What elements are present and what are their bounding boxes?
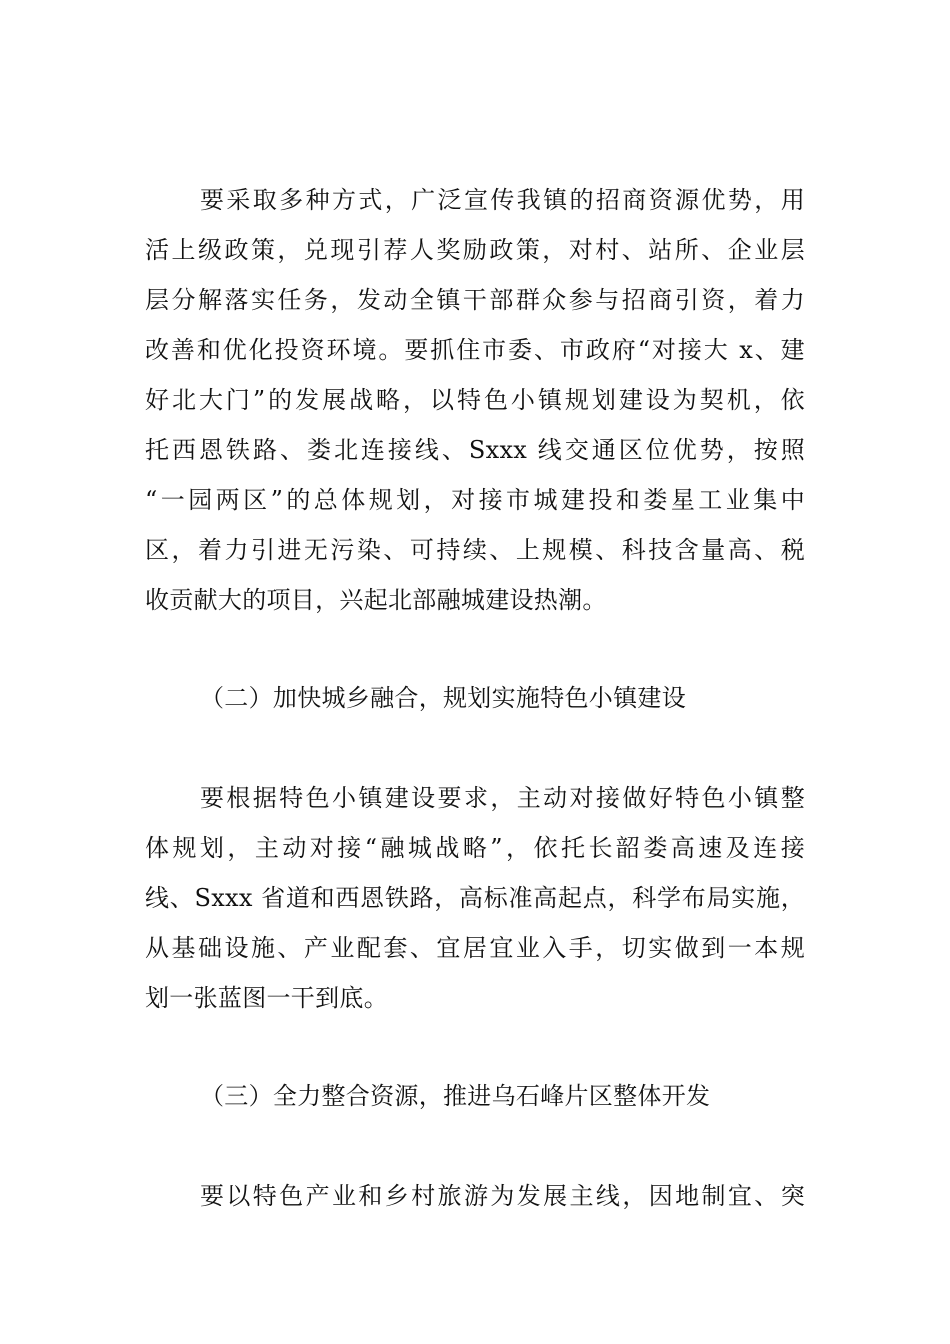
paragraph-line: 从基础设施、产业配套、宜居宜业入手，切实做到一本规 <box>145 934 805 962</box>
section-heading: （二）加快城乡融合，规划实施特色小镇建设 <box>200 684 686 712</box>
paragraph-line: 要以特色产业和乡村旅游为发展主线，因地制宜、突 <box>200 1182 805 1210</box>
paragraph-line: 要采取多种方式，广泛宣传我镇的招商资源优势，用 <box>200 186 805 214</box>
paragraph-line: 改善和优化投资环境。要抓住市委、市政府“对接大 x、建 <box>145 336 805 364</box>
paragraph-line: 体规划，主动对接“融城战略”，依托长韶娄高速及连接 <box>145 834 805 862</box>
paragraph-line: 层分解落实任务，发动全镇干部群众参与招商引资，着力 <box>145 286 805 314</box>
section-heading: （三）全力整合资源，推进乌石峰片区整体开发 <box>200 1082 711 1110</box>
paragraph-line: 好北大门”的发展战略，以特色小镇规划建设为契机，依 <box>145 386 805 414</box>
paragraph-line: 收贡献大的项目，兴起北部融城建设热潮。 <box>145 586 607 614</box>
paragraph-line: 线、Sxxx 省道和西恩铁路，高标准高起点，科学布局实施， <box>145 884 805 912</box>
paragraph-line: 托西恩铁路、娄北连接线、Sxxx 线交通区位优势，按照 <box>145 436 805 464</box>
paragraph-line: 划一张蓝图一干到底。 <box>145 984 388 1012</box>
paragraph-line: 区，着力引进无污染、可持续、上规模、科技含量高、税 <box>145 536 805 564</box>
paragraph-line: 要根据特色小镇建设要求，主动对接做好特色小镇整 <box>200 784 805 812</box>
paragraph-line: “一园两区”的总体规划，对接市城建投和娄星工业集中 <box>145 486 805 514</box>
paragraph-line: 活上级政策，兑现引荐人奖励政策，对村、站所、企业层 <box>145 236 805 264</box>
